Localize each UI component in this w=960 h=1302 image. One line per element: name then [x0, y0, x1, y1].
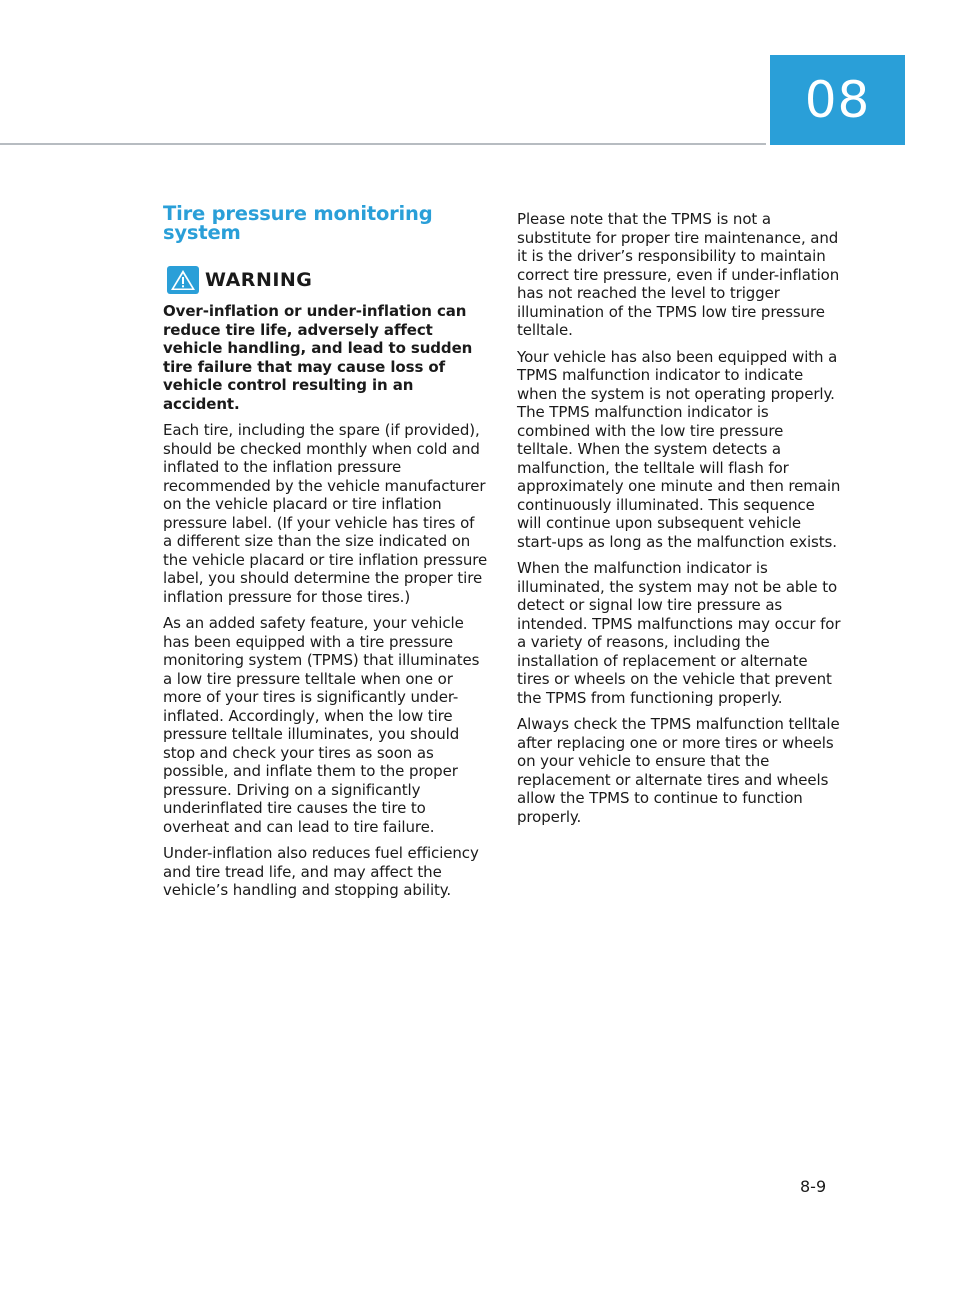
header-rule — [0, 143, 766, 145]
warning-label: WARNING — [205, 268, 313, 291]
right-paragraph-2: Your vehicle has also been equipped with a TPMS malfunction indicator to indicate when the system is not operating properly. The TPMS malfunction indicator is combined with the low tire pressure telltale. When the system detects a malfunction, the telltale will flash for approximately one minute and then remain continuously illuminated. This sequence will continue upon subsequent vehicle start-ups as long as the malfunction exists. — [517, 347, 841, 551]
right-column — [517, 210, 842, 834]
right-paragraph-3: When the malfunction indicator is illuminated, the system may not be able to detect or signal low tire pressure as intended. TPMS malfunctions may occur for a variety of reasons, including the installation of replacement or alternate tires or wheels on the vehicle that prevent the TPMS from functioning properly. — [517, 559, 841, 707]
right-paragraph-4: Always check the TPMS malfunction telltale after replacing one or more tires or wheels on your vehicle to ensure that the replacement or alternate tires and wheels allow the TPMS to continue to function properly. — [517, 715, 840, 826]
warning-text: Over-inflation or under-inflation can reduce tire life, adversely affect vehicle handling, and lead to sudden tire failure that may cause loss of vehicle control resulting in an accident. — [163, 302, 473, 413]
left-paragraph-2: As an added safety feature, your vehicle has been equipped with a tire pressure monitoring system (TPMS) that illuminates a low tire pressure telltale when one or more of your tires is significantly under-inflated. Accordingly, when the low tire pressure telltale illuminates, you should stop and check your tires as soon as possible, and inflate them to the proper pressure. Driving on a significantly underinflated tire causes the tire to overheat and can lead to tire failure. — [163, 614, 480, 836]
left-paragraph-1: Each tire, including the spare (if provided), should be checked monthly when cold and inflated to the inflation pressure recommended by the vehicle manufacturer on the vehicle placard or tire inflation pressure label. (If your vehicle has tires of a different size than the size indicated on the vehicle placard or tire inflation pressure label, you should determine the proper tire inflation pressure for those tires.) — [163, 421, 488, 606]
right-paragraph-1: Please note that the TPMS is not a substitute for proper tire maintenance, and it is the driver’s responsibility to maintain correct tire pressure, even if under-inflation has not reached the level to trigger illumination of the TPMS low tire pressure telltale. — [517, 210, 840, 339]
warning-header — [167, 266, 488, 294]
left-column — [163, 202, 488, 908]
section-title: Tire pressure monitoring system — [163, 202, 433, 244]
chapter-tab: 08 — [770, 55, 905, 145]
warning-triangle-icon — [167, 266, 199, 294]
page-number: 8-9 — [800, 1177, 827, 1196]
left-paragraph-3: Under-inflation also reduces fuel efficiency and tire tread life, and may affect the vehicle’s handling and stopping ability. — [163, 844, 479, 899]
